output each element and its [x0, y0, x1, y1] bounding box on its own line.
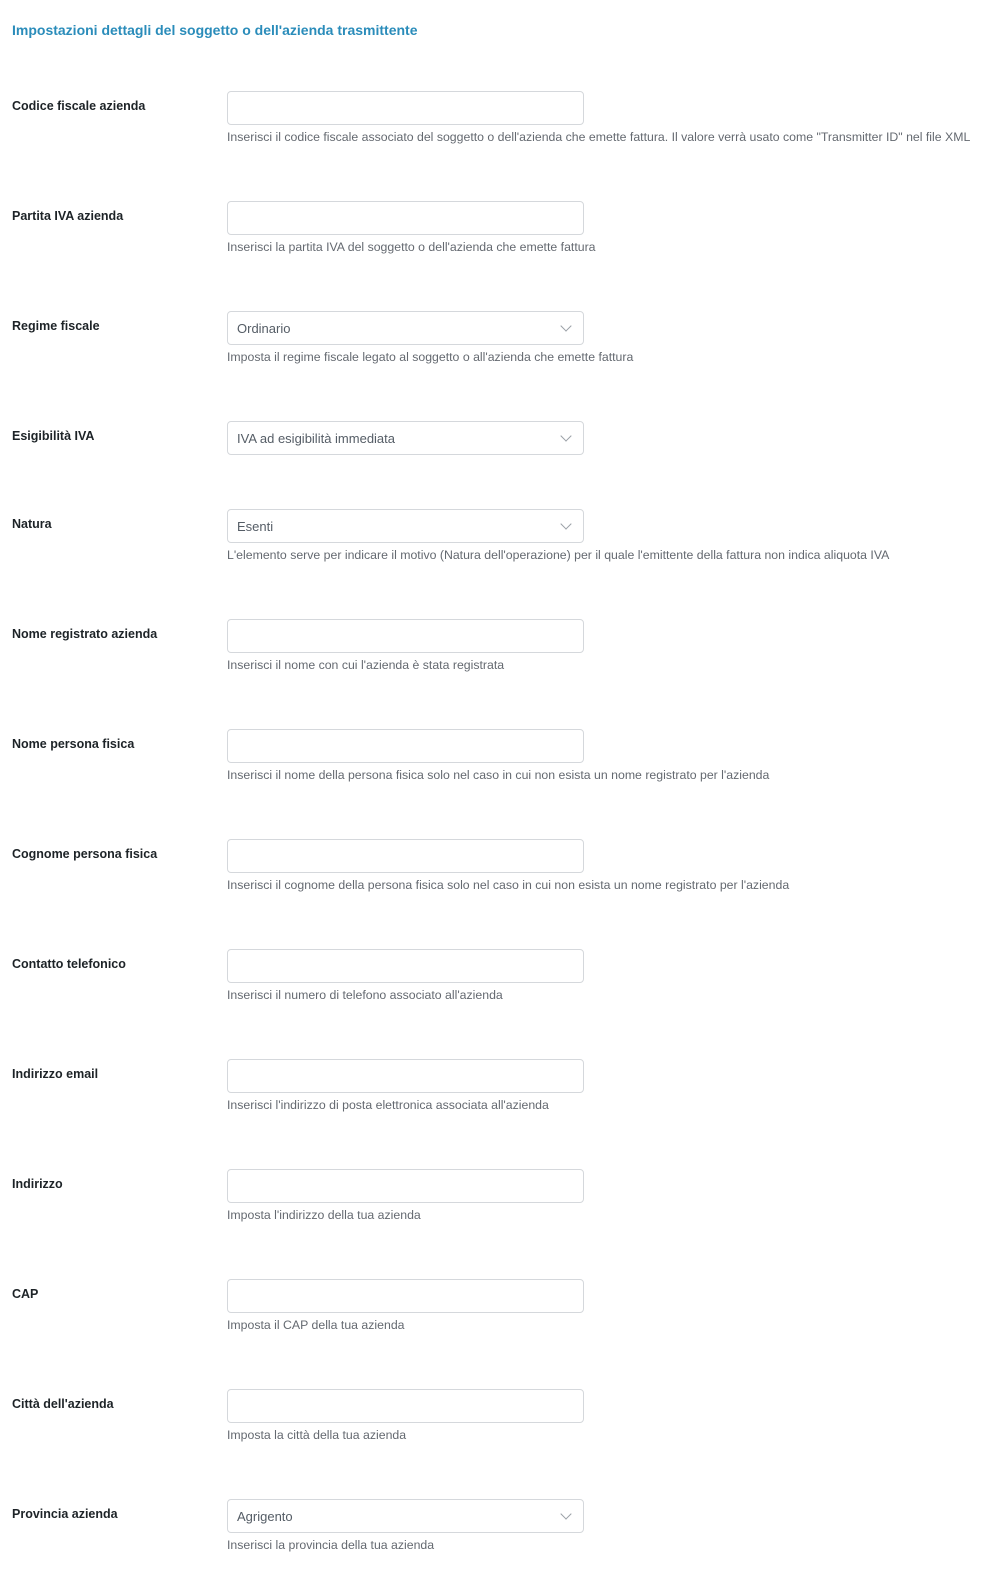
field-row-cognome-persona [0, 847, 1000, 927]
field-description: Inserisci il numero di telefono associato all'azienda [227, 988, 503, 1002]
email-input[interactable] [227, 1059, 584, 1093]
field-description: Inserisci l'indirizzo di posta elettronica associata all'azienda [227, 1098, 549, 1112]
chevron-down-icon [560, 320, 571, 331]
field-row-cap [0, 1287, 1000, 1367]
field-label: Regime fiscale [12, 319, 100, 333]
select-value: Ordinario [237, 321, 291, 336]
field-label: Esigibilità IVA [12, 429, 95, 443]
field-label: Città dell'azienda [12, 1397, 114, 1411]
chevron-down-icon [560, 1508, 571, 1519]
field-description: Inserisci il nome della persona fisica solo nel caso in cui non esista un nome registrato per l'azienda [227, 768, 770, 782]
field-label: Contatto telefonico [12, 957, 126, 971]
chevron-down-icon [560, 518, 571, 529]
field-label: Partita IVA azienda [12, 209, 124, 223]
field-label: Cognome persona fisica [12, 847, 158, 861]
field-row-natura [0, 517, 1000, 597]
field-label: CAP [12, 1287, 39, 1301]
field-description: Inserisci la partita IVA del soggetto o dell'azienda che emette fattura [227, 240, 596, 254]
partita-iva-input[interactable] [227, 201, 584, 235]
telefono-input[interactable] [227, 949, 584, 983]
field-row-contatto-telefonico [0, 957, 1000, 1037]
field-label: Nome persona fisica [12, 737, 135, 751]
field-row-esigibilita-iva [0, 429, 1000, 509]
chevron-down-icon [560, 430, 571, 441]
select-value: Agrigento [237, 1509, 293, 1524]
field-description: L'elemento serve per indicare il motivo (Natura dell'operazione) per il quale l'emittente della fattura non indica aliquota IVA [227, 548, 890, 562]
field-description: Imposta il CAP della tua azienda [227, 1318, 405, 1332]
field-row-citta [0, 1397, 1000, 1477]
field-row-codice-fiscale [0, 99, 1000, 179]
nome-registrato-input[interactable] [227, 619, 584, 653]
field-row-partita-iva [0, 209, 1000, 289]
field-row-indirizzo-email [0, 1067, 1000, 1147]
indirizzo-input[interactable] [227, 1169, 584, 1203]
section-title: Impostazioni dettagli del soggetto o dell'azienda trasmittente [12, 22, 418, 38]
field-label: Codice fiscale azienda [12, 99, 146, 113]
field-description: Inserisci il cognome della persona fisica solo nel caso in cui non esista un nome registrato per l'azienda [227, 878, 790, 892]
field-description: Inserisci il nome con cui l'azienda è stata registrata [227, 658, 505, 672]
field-row-nome-persona [0, 737, 1000, 817]
select-value: IVA ad esigibilità immediata [237, 431, 396, 446]
field-description: Inserisci la provincia della tua azienda [227, 1538, 435, 1552]
field-label: Indirizzo email [12, 1067, 99, 1081]
cognome-persona-input[interactable] [227, 839, 584, 873]
esigibilita-iva-select[interactable] [227, 421, 584, 455]
regime-fiscale-select[interactable] [227, 311, 584, 345]
nome-persona-input[interactable] [227, 729, 584, 763]
field-row-provincia [0, 1507, 1000, 1587]
citta-input[interactable] [227, 1389, 584, 1423]
field-label: Natura [12, 517, 52, 531]
field-row-nome-registrato [0, 627, 1000, 707]
field-description: Inserisci il codice fiscale associato del soggetto o dell'azienda che emette fattura. Il valore verrà usato come "Transmitter ID" nel file XML [227, 130, 971, 144]
field-row-indirizzo [0, 1177, 1000, 1257]
field-description: Imposta il regime fiscale legato al soggetto o all'azienda che emette fattura [227, 350, 634, 364]
provincia-select[interactable] [227, 1499, 584, 1533]
field-row-regime-fiscale [0, 319, 1000, 399]
field-description: Imposta l'indirizzo della tua azienda [227, 1208, 421, 1222]
field-label: Nome registrato azienda [12, 627, 158, 641]
field-label: Provincia azienda [12, 1507, 118, 1521]
natura-select[interactable] [227, 509, 584, 543]
codice-fiscale-input[interactable] [227, 91, 584, 125]
field-description: Imposta la città della tua azienda [227, 1428, 407, 1442]
field-label: Indirizzo [12, 1177, 63, 1191]
cap-input[interactable] [227, 1279, 584, 1313]
select-value: Esenti [237, 519, 274, 534]
